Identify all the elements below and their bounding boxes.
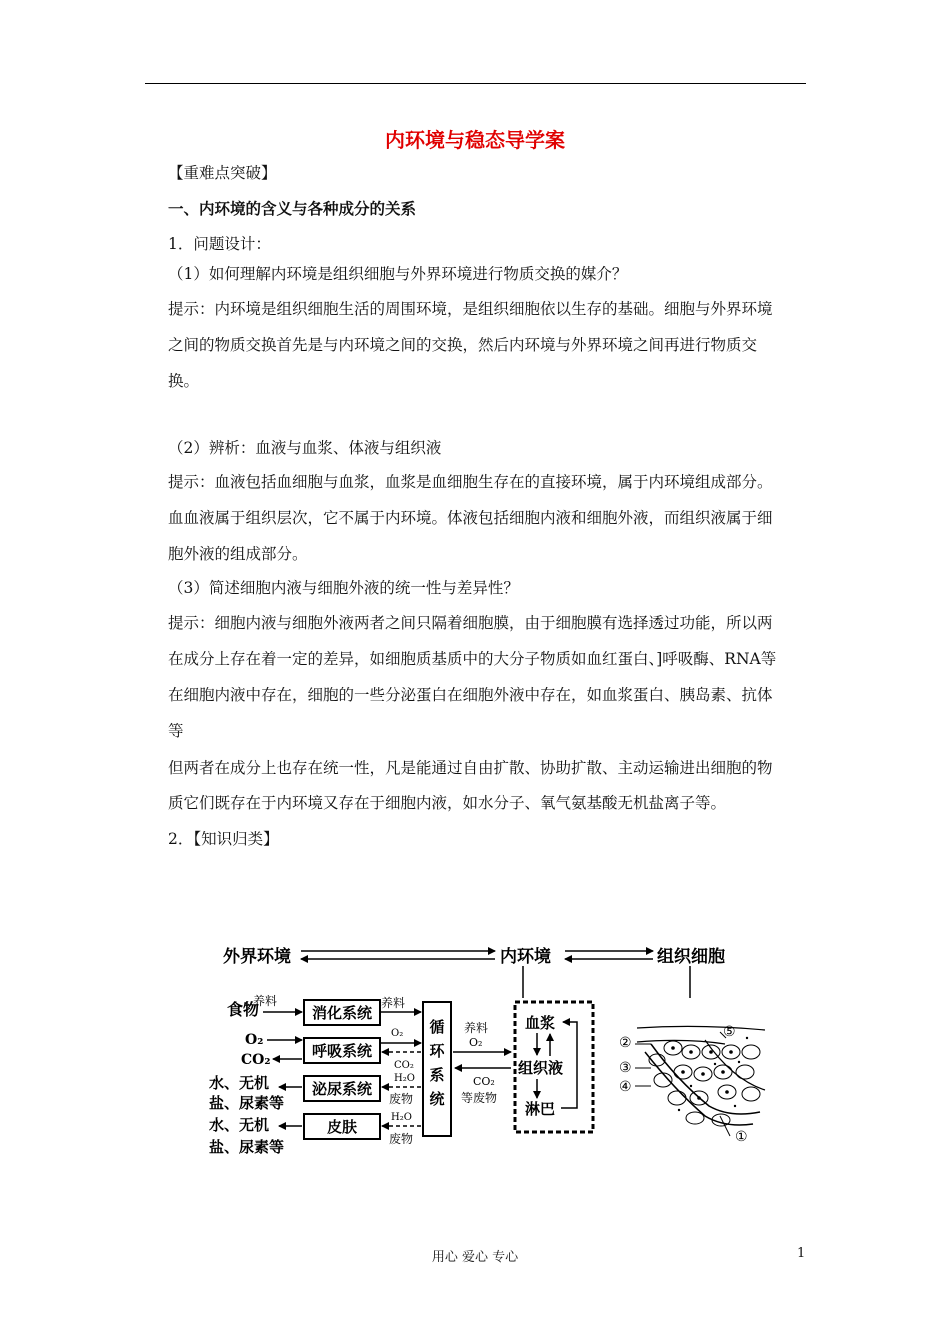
- food-label: 食物: [227, 1000, 260, 1019]
- waste-label-1: 废物: [389, 1092, 414, 1106]
- section-header: 【重难点突破】: [168, 164, 277, 182]
- co2-right-label: CO₂: [473, 1075, 495, 1088]
- co2-left-label: CO₂: [241, 1052, 271, 1068]
- respiratory-system: 呼吸系统: [311, 1042, 373, 1060]
- text-line: 质它们既存在于内环境又存在于细胞内液，如水分子、氧气氨基酸无机盐离子等。: [168, 794, 727, 812]
- internal-environment-diagram: [205, 940, 775, 1165]
- nutrients-label-3: 养料: [464, 1021, 489, 1035]
- text-line: 在成分上存在着一定的差异，如细胞质基质中的大分子物质如血红蛋白、]呼吸酶、RNA等: [168, 650, 777, 668]
- urinary-system: 泌尿系统: [311, 1080, 373, 1098]
- marker-5: ⑤: [723, 1024, 736, 1040]
- text-line: 提示：血液包括血细胞与血浆，血浆是血细胞生存在的直接环境，属于内环境组成部分。: [168, 473, 773, 491]
- marker-3: ③: [619, 1060, 632, 1076]
- outer-env-label: 外界环境: [223, 947, 291, 967]
- text-line: （3）简述细胞内液与细胞外液的统一性与差异性？: [168, 579, 519, 597]
- text-line: （1）如何理解内环境是组织细胞与外界环境进行物质交换的媒介？: [168, 265, 628, 283]
- marker-4: ④: [619, 1079, 632, 1095]
- nutrients-label-1: 养料: [253, 994, 278, 1008]
- marker-2: ②: [619, 1035, 632, 1051]
- water-salt-2a: 水、无机: [209, 1116, 270, 1134]
- water-salt-1b: 盐、尿素等: [209, 1094, 285, 1112]
- circulatory-char-1: 循: [429, 1018, 445, 1036]
- circulatory-char-3: 系: [429, 1066, 445, 1084]
- water-salt-2b: 盐、尿素等: [209, 1138, 285, 1156]
- skin-organ: 皮肤: [326, 1118, 358, 1136]
- text-line: 胞外液的组成部分。: [168, 545, 308, 563]
- waste-label-2: 废物: [389, 1132, 414, 1146]
- nutrients-label-2: 养料: [381, 996, 406, 1010]
- h2o-label-2: H₂O: [391, 1112, 412, 1123]
- h2o-mid-label: H₂O: [394, 1073, 415, 1084]
- o2-mid-label: O₂: [391, 1028, 404, 1039]
- text-line: 提示：细胞内液与细胞外液两者之间只隔着细胞膜，由于细胞膜有选择透过功能，所以两: [168, 614, 773, 632]
- page-footer: 用心 爱心 专心: [431, 1250, 519, 1265]
- text-line: 血血液属于组织层次，它不属于内环境。体液包括细胞内液和细胞外液，而组织液属于细: [168, 509, 773, 527]
- circulatory-char-2: 环: [429, 1042, 445, 1060]
- text-line: （2）辨析：血液与血浆、体液与组织液: [168, 439, 442, 457]
- o2-right-label: O₂: [469, 1036, 483, 1049]
- water-salt-1a: 水、无机: [209, 1074, 270, 1092]
- heading-1: 一、内环境的含义与各种成分的关系: [168, 199, 417, 218]
- page-title: 内环境与稳态导学案: [385, 128, 565, 152]
- text-line: 在细胞内液中存在，细胞的一些分泌蛋白在细胞外液中存在，如血浆蛋白、胰岛素、抗体: [168, 686, 773, 704]
- lymph-label: 淋巴: [525, 1100, 556, 1118]
- tissue-fluid-label: 组织液: [518, 1059, 564, 1077]
- text-line: 1．问题设计：: [168, 235, 271, 253]
- plasma-label: 血浆: [525, 1014, 556, 1032]
- tissue-illustration: [635, 1024, 765, 1136]
- text-line: 之间的物质交换首先是与内环境之间的交换，然后内环境与外界环境之间再进行物质交: [168, 336, 758, 354]
- co2-mid-label: CO₂: [394, 1060, 414, 1071]
- text-line: 2．【知识归类】: [168, 830, 279, 848]
- text-line: 提示：内环境是组织细胞生活的周围环境，是组织细胞依以生存的基础。细胞与外界环境: [168, 300, 773, 318]
- tissue-cell-label: 组织细胞: [657, 947, 725, 967]
- inner-env-label: 内环境: [500, 947, 551, 967]
- circulatory-char-4: 统: [429, 1090, 445, 1108]
- page-number: 1: [797, 1246, 806, 1261]
- other-waste-label: 等废物: [461, 1091, 498, 1105]
- text-line: 等: [168, 722, 184, 740]
- header-rule: [145, 83, 806, 84]
- digestive-system: 消化系统: [311, 1004, 373, 1022]
- text-line: 换。: [168, 372, 200, 390]
- text-line: 但两者在成分上也存在统一性，凡是能通过自由扩散、协助扩散、主动运输进出细胞的物: [168, 759, 773, 777]
- o2-left-label: O₂: [245, 1032, 264, 1048]
- marker-1: ①: [735, 1129, 748, 1145]
